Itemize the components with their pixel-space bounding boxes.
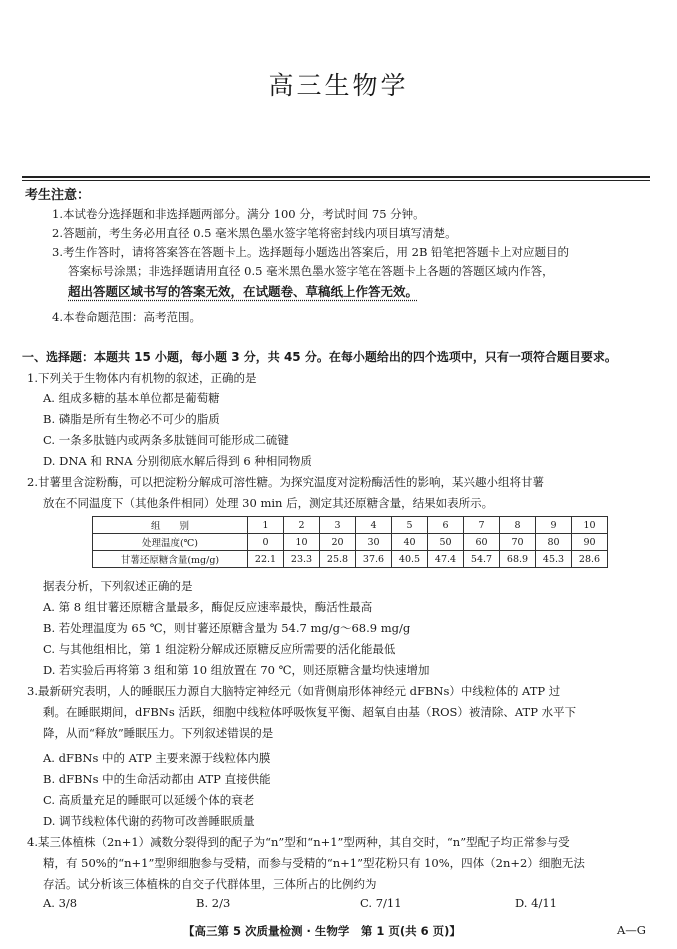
table-cell: 54.7 <box>464 551 500 568</box>
notice-heading: 考生注意： <box>25 188 91 203</box>
table-row <box>93 534 608 551</box>
q1-option-b: B. 磷脂是所有生物必不可少的脂质 <box>43 412 220 426</box>
table-cell: 68.9 <box>500 551 536 568</box>
table-cell: 20 <box>320 534 356 551</box>
table-cell: 7 <box>464 517 500 534</box>
table-cell: 30 <box>356 534 392 551</box>
header-rule-thin <box>22 180 650 181</box>
table-cell: 28.6 <box>572 551 608 568</box>
table-cell: 90 <box>572 534 608 551</box>
notice-item-1: 1.本试卷分选择题和非选择题两部分。满分 100 分，考试时间 75 分钟。 <box>52 207 425 221</box>
notice-item-3-emphasis: 超出答题区域书写的答案无效，在试题卷、草稿纸上作答无效。 <box>68 284 419 299</box>
q4-stem-line1: 4.某三体植株（2n+1）减数分裂得到的配子为“n”型和“n+1”型两种，其自交时，“n”型配子均正常参与受 <box>27 835 570 849</box>
q2-stem-line1: 2.甘薯里含淀粉酶，可以把淀粉分解成可溶性糖。为探究温度对淀粉酶活性的影响，某兴趣小组将甘薯 <box>27 475 544 489</box>
notice-item-4: 4.本卷命题范围：高考范围。 <box>52 310 201 324</box>
table-cell: 45.3 <box>536 551 572 568</box>
q3-option-b: B. dFBNs 中的生命活动都由 ATP 直接供能 <box>43 772 271 786</box>
q2-lead: 据表分析，下列叙述正确的是 <box>43 579 193 593</box>
table-cell: 23.3 <box>284 551 320 568</box>
q1-stem: 1.下列关于生物体内有机物的叙述，正确的是 <box>27 371 257 385</box>
q2-option-a: A. 第 8 组甘薯还原糖含量最多，酶促反应速率最快，酶活性最高 <box>43 600 373 614</box>
table-row <box>93 551 608 568</box>
q4-stem-line3: 存活。试分析该三体植株的自交子代群体里，三体所占的比例约为 <box>43 877 377 891</box>
q1-option-c: C. 一条多肽链内或两条多肽链间可能形成二硫键 <box>43 433 289 447</box>
notice-item-3: 3.考生作答时，请将答案答在答题卡上。选择题每小题选出答案后，用 2B 铅笔把答题卡上对应题目的 <box>52 245 570 259</box>
table-cell: 2 <box>284 517 320 534</box>
table-cell: 50 <box>428 534 464 551</box>
q1-option-a: A. 组成多糖的基本单位都是葡萄糖 <box>43 391 220 405</box>
footer-page-info: 【高三第 5 次质量检测 · 生物学 第 1 页(共 6 页)】 <box>183 924 461 938</box>
q2-option-b: B. 若处理温度为 65 ℃，则甘薯还原糖含量为 54.7 mg/g～68.9 mg/g <box>43 621 411 635</box>
q3-option-a: A. dFBNs 中的 ATP 主要来源于线粒体内膜 <box>43 751 271 765</box>
q4-option-d: D. 4/11 <box>515 896 557 910</box>
table-cell: 10 <box>284 534 320 551</box>
q1-option-d: D. DNA 和 RNA 分别彻底水解后得到 6 种相同物质 <box>43 454 312 468</box>
footer-code: A—G <box>617 923 646 937</box>
notice-item-3-cont: 答案标号涂黑；非选择题请用直径 0.5 毫米黑色墨水签字笔在答题卡上各题的答题区域内作答， <box>68 264 554 278</box>
q2-data-table <box>92 516 608 568</box>
q4-option-b: B. 2/3 <box>196 896 231 910</box>
table-cell: 8 <box>500 517 536 534</box>
exam-title: 高三生物学 <box>268 71 409 100</box>
table-cell: 37.6 <box>356 551 392 568</box>
q3-option-c: C. 高质量充足的睡眠可以延缓个体的衰老 <box>43 793 255 807</box>
table-cell: 5 <box>392 517 428 534</box>
q4-option-a: A. 3/8 <box>43 896 78 910</box>
table-row <box>93 517 608 534</box>
table-cell: 4 <box>356 517 392 534</box>
table-cell: 3 <box>320 517 356 534</box>
table-cell: 1 <box>248 517 284 534</box>
q3-stem-line1: 3.最新研究表明，人的睡眠压力源自大脑特定神经元（如背侧扇形体神经元 dFBNs）中线粒体的 ATP 过 <box>27 684 561 698</box>
header-rule-thick <box>22 176 650 178</box>
table-cell: 70 <box>500 534 536 551</box>
q4-stem-line2: 精，有 50%的“n+1”型卵细胞参与受精，而参与受精的“n+1”型花粉只有 10%，四体（2n+2）细胞无法 <box>43 856 585 870</box>
section-heading: 一、选择题：本题共 15 小题，每小题 3 分，共 45 分。在每小题给出的四个选项中，只有一项符合题目要求。 <box>22 350 617 364</box>
notice-item-2: 2.答题前，考生务必用直径 0.5 毫米黑色墨水签字笔将密封线内项目填写清楚。 <box>52 226 457 240</box>
table-cell: 40 <box>392 534 428 551</box>
table-cell: 0 <box>248 534 284 551</box>
q2-option-d: D. 若实验后再将第 3 组和第 10 组放置在 70 ℃，则还原糖含量均快速增加 <box>43 663 430 677</box>
q3-stem-line2: 剩。在睡眠期间，dFBNs 活跃，细胞中线粒体呼吸恢复平衡、超氧自由基（ROS）被清除、ATP 水平下 <box>43 705 577 719</box>
q2-stem-line2: 放在不同温度下（其他条件相同）处理 30 min 后，测定其还原糖含量，结果如表所示。 <box>43 496 494 510</box>
table-cell: 10 <box>572 517 608 534</box>
table-cell: 处理温度(℃) <box>93 534 248 551</box>
table-cell: 9 <box>536 517 572 534</box>
table-cell: 80 <box>536 534 572 551</box>
table-cell: 40.5 <box>392 551 428 568</box>
table-cell: 60 <box>464 534 500 551</box>
q3-option-d: D. 调节线粒体代谢的药物可改善睡眠质量 <box>43 814 255 828</box>
table-cell: 47.4 <box>428 551 464 568</box>
table-cell: 组 别 <box>93 517 248 534</box>
table-cell: 22.1 <box>248 551 284 568</box>
q3-stem-line3: 降，从而“释放”睡眠压力。下列叙述错误的是 <box>43 726 274 740</box>
table-cell: 6 <box>428 517 464 534</box>
table-cell: 甘薯还原糖含量(mg/g) <box>93 551 248 568</box>
q2-option-c: C. 与其他组相比，第 1 组淀粉分解成还原糖反应所需要的活化能最低 <box>43 642 396 656</box>
q4-option-c: C. 7/11 <box>360 896 402 910</box>
table-cell: 25.8 <box>320 551 356 568</box>
